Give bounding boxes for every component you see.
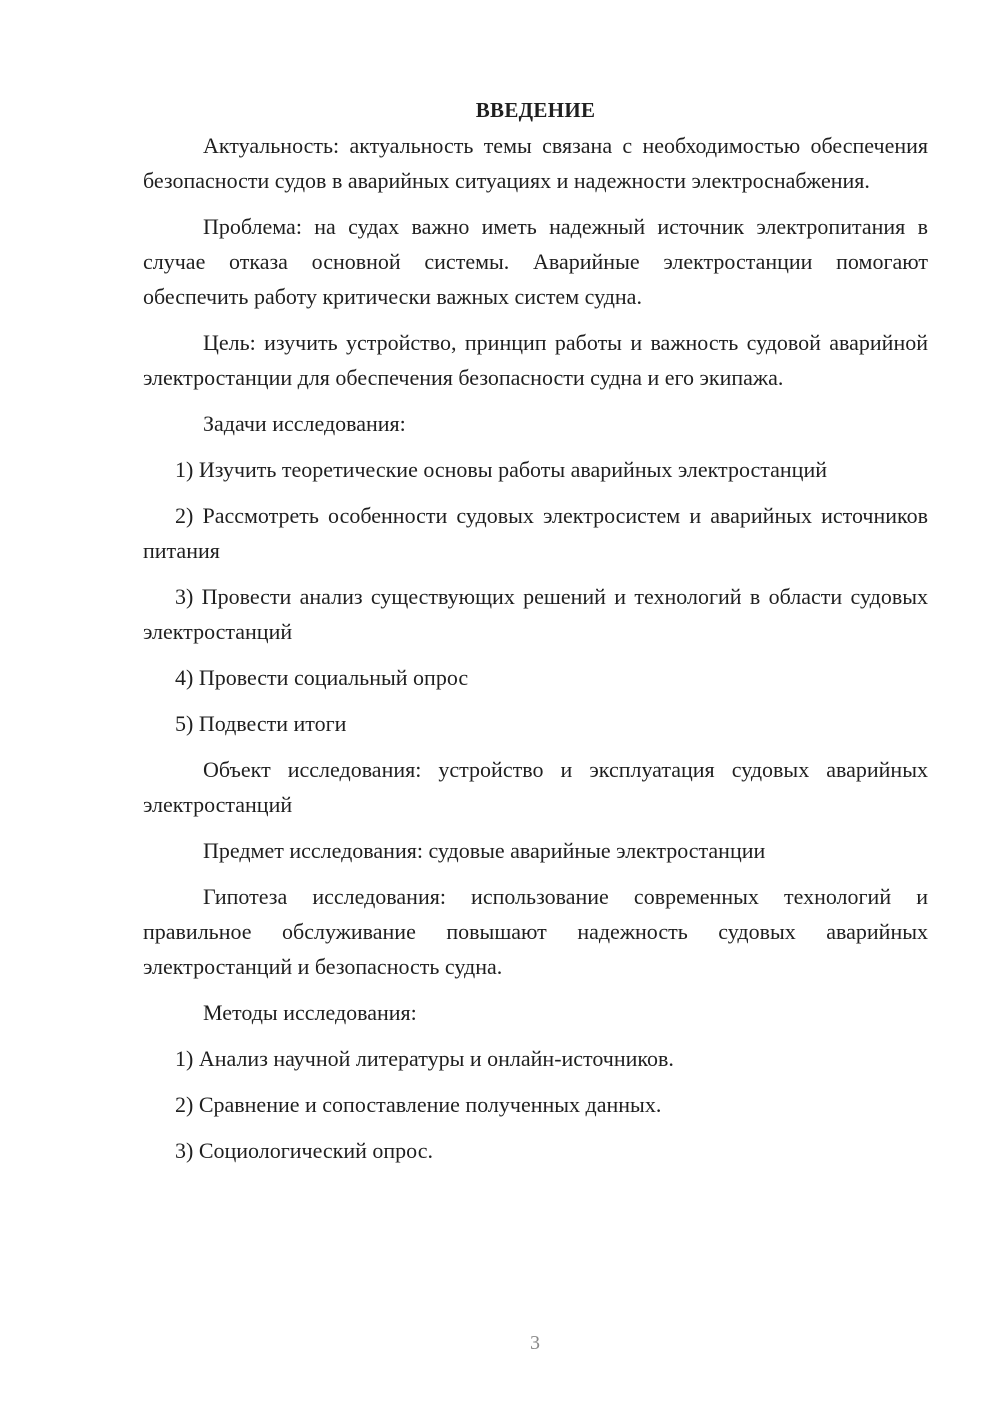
list-item-method-2: 2) Сравнение и сопоставление полученных данных. [175,1092,662,1117]
paragraph-problem: Проблема: на судах важно иметь надежный источник электропитания в случае отказа основной системы. Аварийные электростанции помогают обеспечить работу критически важных систем судна. [143,214,928,309]
paragraph-tasks-heading: Задачи исследования: [203,411,406,436]
list-item-method-1: 1) Анализ научной литературы и онлайн-источников. [175,1046,674,1071]
paragraph-goal: Цель: изучить устройство, принцип работы и важность судовой аварийной электростанции для обеспечения безопасности судна и его экипажа. [143,330,928,390]
page-number: 3 [530,1332,540,1354]
page-content [143,92,928,1168]
paragraph-relevance: Актуальность: актуальность темы связана с необходимостью обеспечения безопасности судов в аварийных ситуациях и надежности электроснабжения. [143,133,928,193]
paragraph-hypothesis: Гипотеза исследования: использование современных технологий и правильное обслуживание повышают надежность судовых аварийных электростанций и безопасность судна. [143,884,928,979]
list-item-task-5: 5) Подвести итоги [175,711,347,736]
page-title: ВВЕДЕНИЕ [475,98,596,122]
list-item-task-3: 3) Провести анализ существующих решений и технологий в области судовых электростанций [143,584,928,644]
list-item-task-4: 4) Провести социальный опрос [175,665,469,690]
list-item-task-2: 2) Рассмотреть особенности судовых электросистем и аварийных источников питания [143,503,928,563]
list-item-task-1: 1) Изучить теоретические основы работы аварийных электростанций [175,457,827,482]
paragraph-methods-heading: Методы исследования: [203,1000,417,1025]
paragraph-object: Объект исследования: устройство и эксплуатация судовых аварийных электростанций [143,757,928,817]
paragraph-subject: Предмет исследования: судовые аварийные электростанции [203,838,766,863]
list-item-method-3: 3) Социологический опрос. [175,1138,433,1163]
